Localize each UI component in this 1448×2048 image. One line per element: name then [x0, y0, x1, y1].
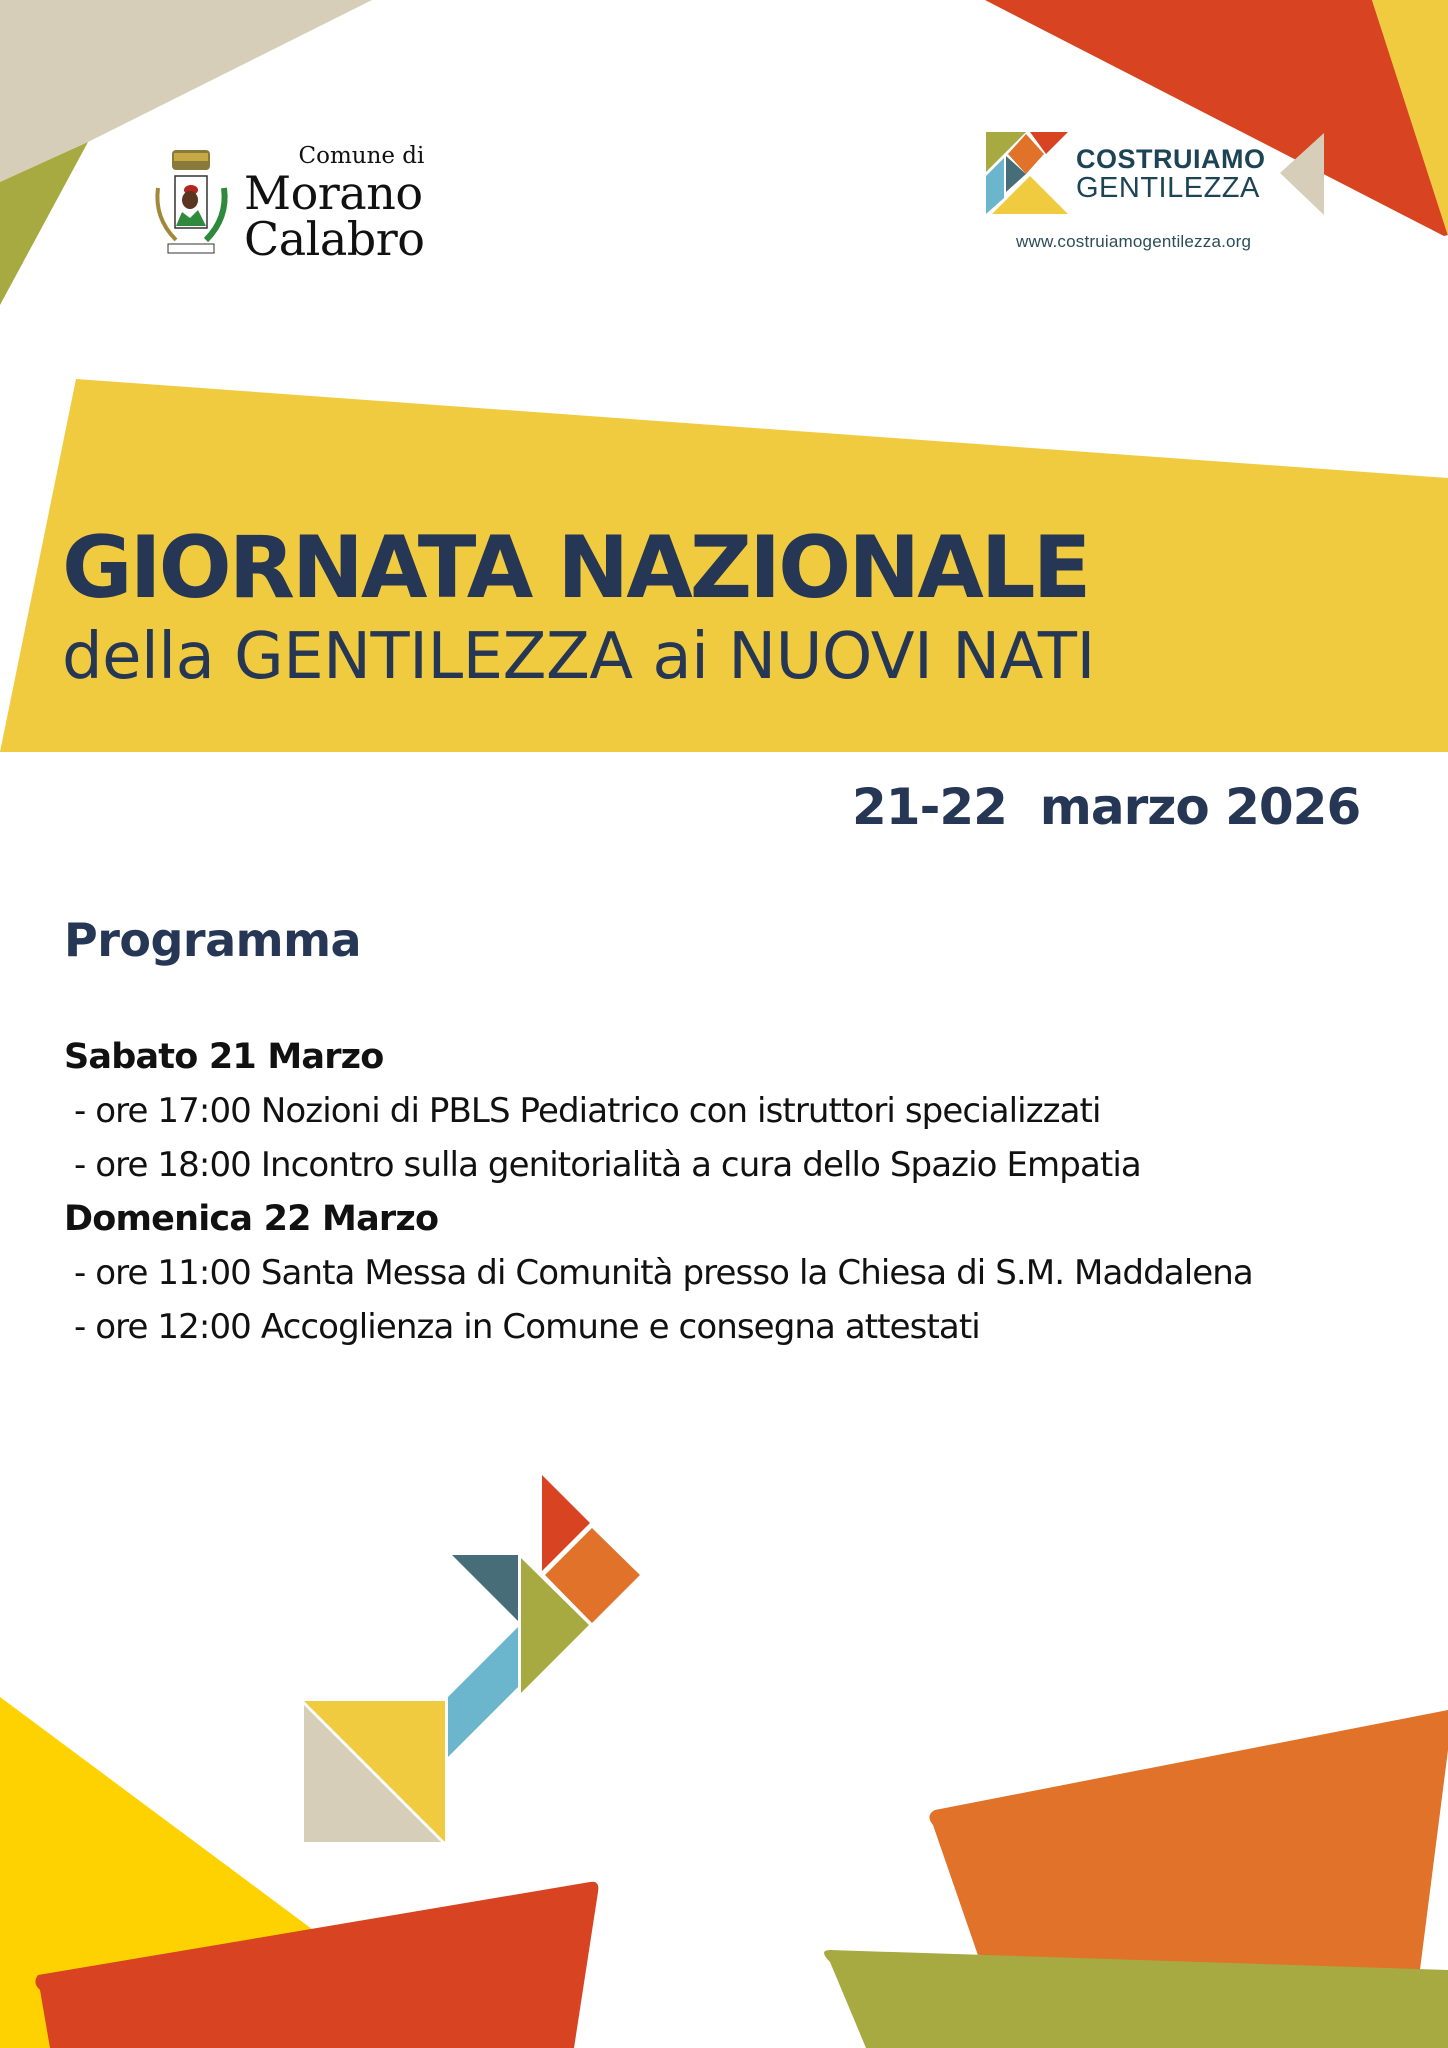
schedule-item: - ore 17:00 Nozioni di PBLS Pediatrico con istruttori specializzati	[74, 1091, 1101, 1131]
event-title	[62, 518, 1095, 694]
schedule-item: - ore 18:00 Incontro sulla genitorialità a cura dello Spazio Empatia	[74, 1145, 1141, 1185]
title-line-1: GIORNATA NAZIONALE	[62, 518, 1089, 618]
tangram-k-icon	[986, 132, 1068, 216]
beige-triangle-icon	[1280, 133, 1324, 215]
website-url[interactable]: www.costruiamogentilezza.org	[1016, 232, 1252, 251]
comune-name-line1: Morano	[244, 166, 423, 220]
coat-of-arms-icon	[150, 148, 232, 260]
comune-label: Comune di	[298, 143, 425, 169]
schedule-item: - ore 11:00 Santa Messa di Comunità presso la Chiesa di S.M. Maddalena	[74, 1253, 1253, 1293]
title-line-2: della GENTILEZZA ai NUOVI NATI	[62, 620, 1095, 694]
comune-logo	[150, 143, 425, 266]
program-schedule	[64, 1030, 1444, 1354]
logo-word-costruiamo: COSTRUIAMO	[1076, 143, 1266, 174]
day-heading: Sabato 21 Marzo	[64, 1037, 384, 1077]
tangram-bird-icon	[300, 1475, 645, 1850]
comune-name-line2: Calabro	[244, 212, 425, 266]
tangram-teal-piece	[452, 1555, 518, 1621]
program-heading: Programma	[64, 913, 362, 967]
day-heading: Domenica 22 Marzo	[64, 1199, 439, 1239]
logo-word-gentilezza: GENTILEZZA	[1076, 171, 1260, 204]
costruiamo-gentilezza-logo	[986, 132, 1324, 252]
event-date: 21-22 marzo 2026	[852, 778, 1361, 836]
tangram-blue-piece	[448, 1627, 518, 1757]
schedule-item: - ore 12:00 Accoglienza in Comune e consegna attestati	[74, 1307, 980, 1347]
